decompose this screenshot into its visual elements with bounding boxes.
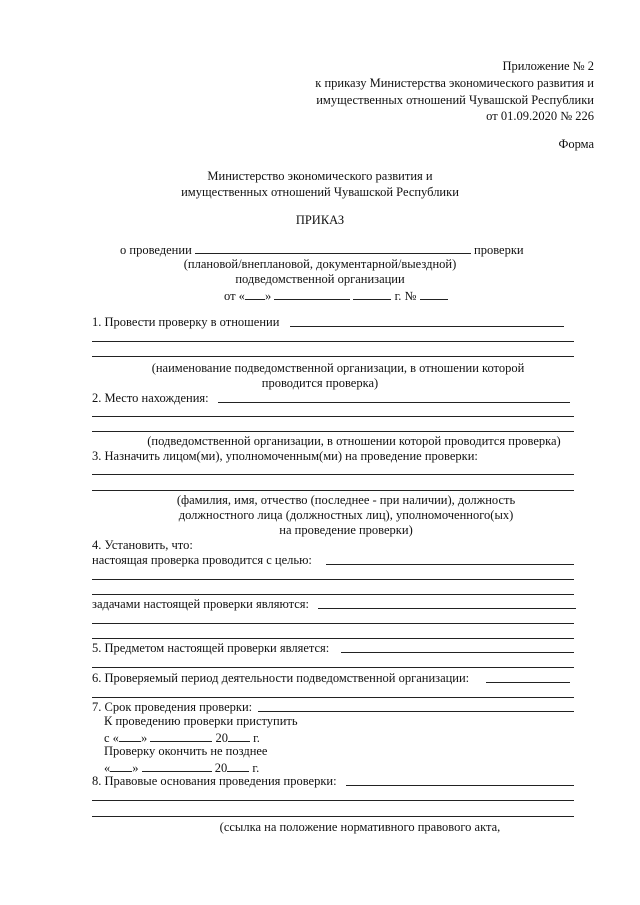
item-1-hint-2: проводится проверка) xyxy=(261,376,379,390)
item-4-goal-label: настоящая проверка проводится с целью: xyxy=(92,553,312,567)
item-6-line-2[interactable] xyxy=(92,697,574,698)
item-5-line-2[interactable] xyxy=(92,667,574,668)
item-6-label: 6. Проверяемый период деятельности подведомственной организации: xyxy=(92,671,470,685)
appendix-ministry-line: имущественных отношений Чувашской Республики xyxy=(316,93,594,107)
item-2-blank[interactable] xyxy=(218,402,570,403)
item-4-tasks-label: задачами настоящей проверки являются: xyxy=(92,597,310,611)
goal-line-3[interactable] xyxy=(92,594,574,595)
start-month-blank[interactable] xyxy=(150,730,212,742)
end-date-line xyxy=(104,760,259,775)
item-8-line-2[interactable] xyxy=(92,800,574,801)
tasks-blank[interactable] xyxy=(318,608,576,609)
order-date-line xyxy=(224,288,448,303)
start-year-suffix: г. xyxy=(253,731,260,745)
item-8-line-3[interactable] xyxy=(92,816,574,817)
item-1-hint-1: (наименование подведомственной организации, в отношении которой xyxy=(151,361,525,375)
month-blank[interactable] xyxy=(274,288,350,300)
item-2-hint: (подведомственной организации, в отношении которой проводится проверка) xyxy=(147,434,561,448)
item-2-line-3[interactable] xyxy=(92,431,574,432)
item-3-line-2[interactable] xyxy=(92,490,574,491)
end-day-blank[interactable] xyxy=(110,760,132,772)
appendix-date-line: от 01.09.2020 № 226 xyxy=(486,109,594,123)
year-blank[interactable] xyxy=(353,288,391,300)
subject-hint-2: подведомственной организации xyxy=(235,272,405,286)
day-blank[interactable] xyxy=(245,288,265,300)
order-number-label: г. № xyxy=(394,289,417,303)
item-7-end-label: Проверку окончить не позднее xyxy=(104,744,268,758)
goal-line-2[interactable] xyxy=(92,579,574,580)
item-5-blank[interactable] xyxy=(341,652,574,653)
order-number-blank[interactable] xyxy=(420,288,448,300)
item-1-label: 1. Провести проверку в отношении xyxy=(92,315,280,329)
item-7-label: 7. Срок проведения проверки: xyxy=(92,700,253,714)
item-8-hint: (ссылка на положение нормативного правового акта, xyxy=(219,820,501,834)
item-1-line-2[interactable] xyxy=(92,341,574,342)
ministry-name-line2: имущественных отношений Чувашской Республики xyxy=(181,185,459,199)
tasks-line-2[interactable] xyxy=(92,623,574,624)
item-5-label: 5. Предметом настоящей проверки является: xyxy=(92,641,330,655)
subject-prefix: о проведении xyxy=(120,243,192,257)
document-title: ПРИКАЗ xyxy=(295,213,345,227)
form-label: Форма xyxy=(558,137,594,151)
date-close-quote: » xyxy=(264,289,272,303)
appendix-order-line: к приказу Министерства экономического развития и xyxy=(315,76,594,90)
item-3-hint-3: на проведение проверки) xyxy=(279,523,413,537)
item-8-blank[interactable] xyxy=(346,785,574,786)
item-3-hint-2: должностного лица (должностных лиц), уполномоченного(ых) xyxy=(178,508,514,522)
start-close-quote: » xyxy=(140,731,148,745)
item-3-label: 3. Назначить лицом(ми), уполномоченным(ми) на проведение проверки: xyxy=(92,449,478,463)
end-year-blank[interactable] xyxy=(227,760,249,772)
subject-line xyxy=(120,242,524,257)
ministry-name-line1: Министерство экономического развития и xyxy=(207,169,433,183)
tasks-line-3[interactable] xyxy=(92,638,574,639)
item-1-line-3[interactable] xyxy=(92,356,574,357)
start-century: 20 xyxy=(215,731,228,745)
item-7-blank[interactable] xyxy=(258,711,574,712)
start-date-line xyxy=(104,730,260,745)
start-open-quote: с « xyxy=(104,731,119,745)
item-8-label: 8. Правовые основания проведения проверки: xyxy=(92,774,337,788)
item-1-blank[interactable] xyxy=(290,326,564,327)
end-century: 20 xyxy=(214,761,228,775)
item-3-hint-1: (фамилия, имя, отчество (последнее - при наличии), должность xyxy=(176,493,516,507)
start-day-blank[interactable] xyxy=(119,730,141,742)
end-close-quote: » xyxy=(132,761,139,775)
item-6-blank[interactable] xyxy=(486,682,570,683)
end-month-blank[interactable] xyxy=(142,760,212,772)
item-2-line-2[interactable] xyxy=(92,416,574,417)
subject-suffix: проверки xyxy=(474,243,524,257)
start-year-blank[interactable] xyxy=(228,730,250,742)
item-4-label: 4. Установить, что: xyxy=(92,538,193,552)
item-3-line-1[interactable] xyxy=(92,474,574,475)
check-type-blank[interactable] xyxy=(195,242,471,254)
end-year-suffix: г. xyxy=(252,761,260,775)
subject-hint-1: (плановой/внеплановой, документарной/выездной) xyxy=(183,257,457,271)
item-7-start-label: К проведению проверки приступить xyxy=(104,714,298,728)
goal-blank[interactable] xyxy=(326,564,574,565)
appendix-label: Приложение № 2 xyxy=(502,59,594,73)
end-open-quote: « xyxy=(104,761,111,775)
date-open-quote: от « xyxy=(224,289,245,303)
item-2-label: 2. Место нахождения: xyxy=(92,391,209,405)
